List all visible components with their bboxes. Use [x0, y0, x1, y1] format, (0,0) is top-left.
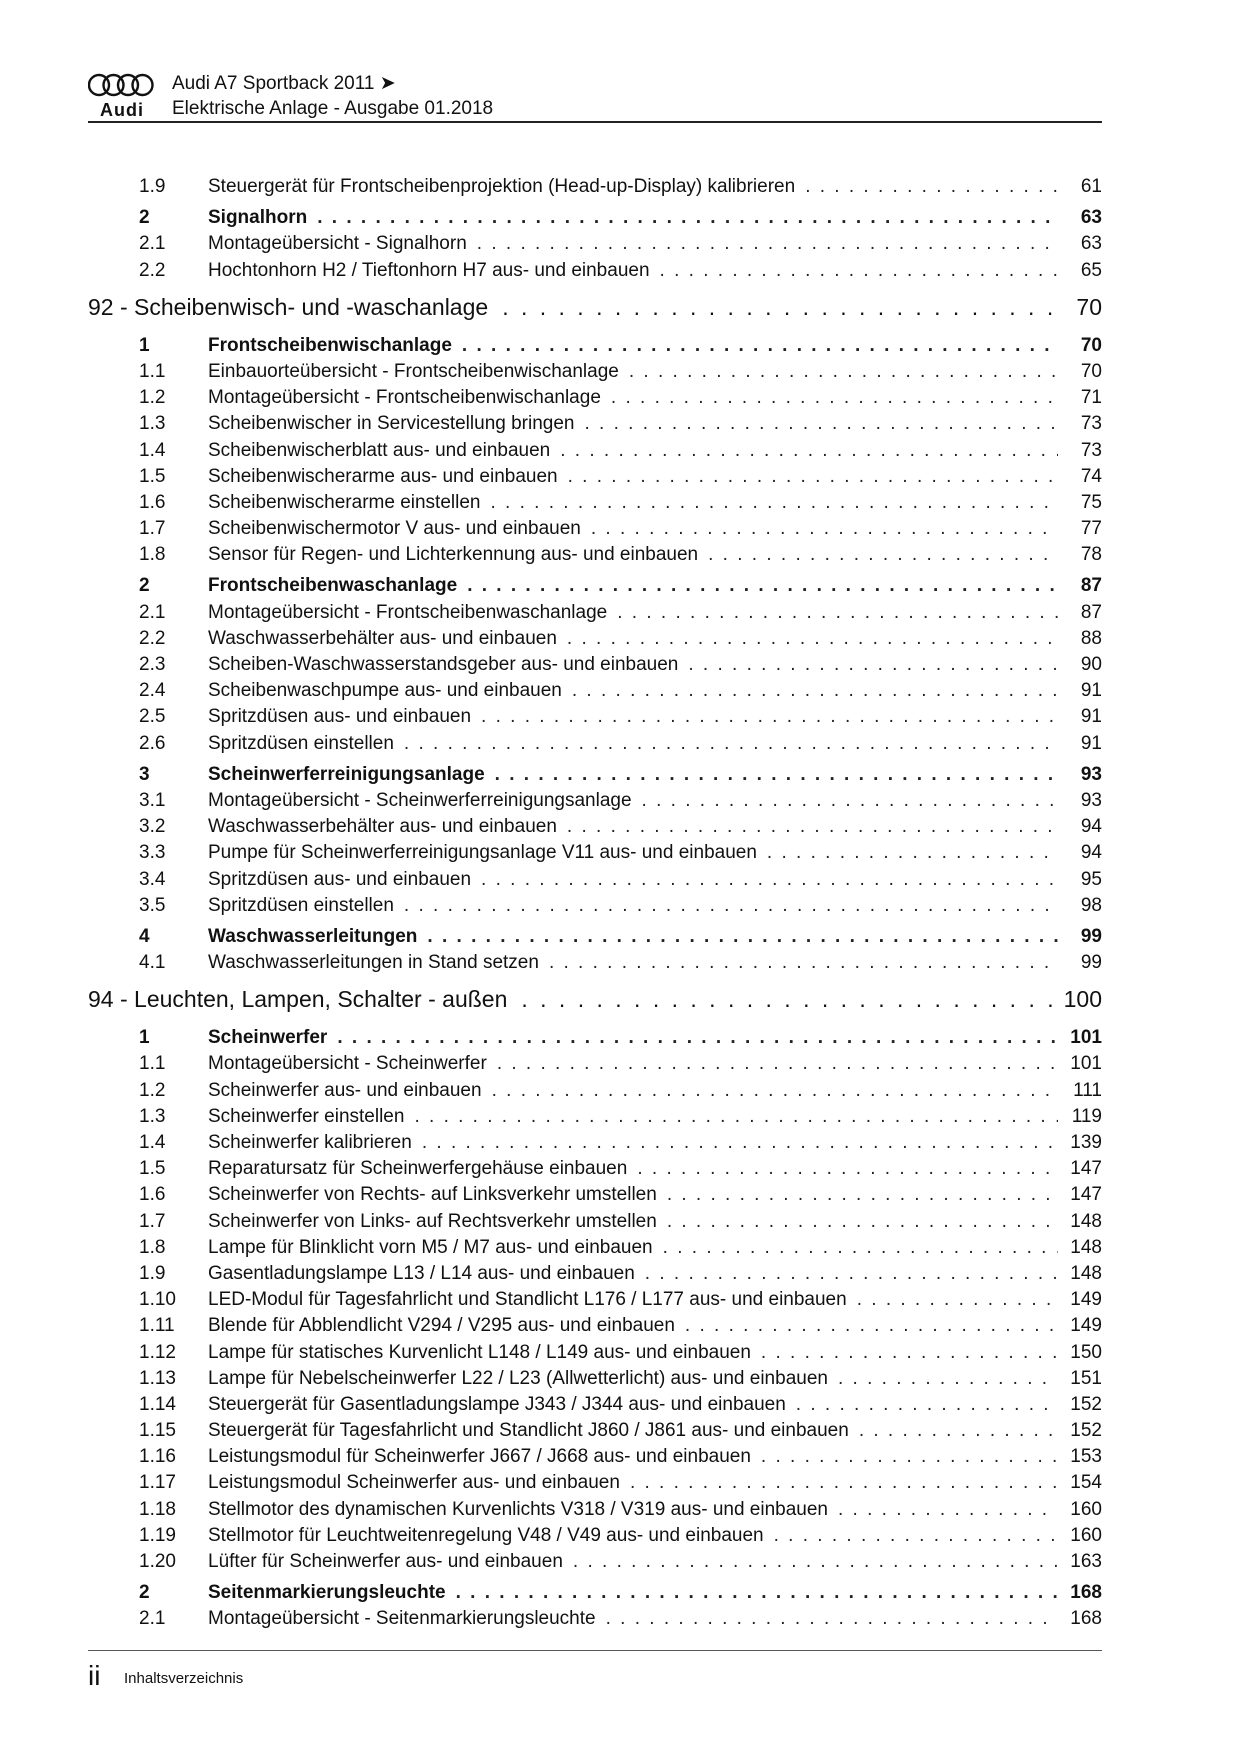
toc-page-number: 95: [1080, 868, 1102, 890]
toc-number: 4: [139, 925, 150, 947]
toc-page-number: 77: [1080, 518, 1102, 540]
toc-section[interactable]: [88, 571, 1102, 597]
toc-title: Lüfter für Scheinwerfer aus- und einbauen: [208, 1551, 563, 1572]
toc-entry[interactable]: [88, 1233, 1102, 1259]
toc-chapter[interactable]: [88, 980, 1102, 1018]
toc-title: Scheiben-Waschwasserstandsgeber aus- und einbauen: [208, 654, 679, 675]
toc-page-number: 151: [1070, 1367, 1102, 1389]
toc-leader-dots: [685, 1315, 1058, 1337]
toc-page-number: 91: [1080, 706, 1102, 728]
toc-number: 2.2: [139, 627, 166, 649]
toc-leader-dots: [761, 1342, 1058, 1364]
toc-entry[interactable]: [88, 812, 1102, 838]
toc-title: Lampe für statisches Kurvenlicht L148 / L149 aus- und einbauen: [208, 1341, 751, 1363]
toc-leader-dots: [337, 1027, 1058, 1049]
toc-page-number: 73: [1080, 413, 1102, 435]
toc-number: 2.4: [139, 680, 166, 702]
toc-leader-dots: [838, 1368, 1058, 1390]
toc-section[interactable]: [88, 331, 1102, 357]
toc-title: Einbauorteübersicht - Frontscheibenwischanlage: [208, 360, 619, 382]
toc-title: Scheinwerfer: [208, 1027, 328, 1049]
toc-section[interactable]: [88, 1578, 1102, 1604]
toc-entry[interactable]: [88, 865, 1102, 891]
toc-number: 2: [139, 1582, 150, 1604]
toc-title: Montageübersicht - Frontscheibenwischanlage: [208, 387, 601, 409]
toc-title: Frontscheibenwischanlage: [208, 334, 452, 356]
toc-title: Sensor für Regen- und Lichterkennung aus- und einbauen: [208, 544, 699, 566]
toc-page-number: 99: [1080, 952, 1102, 974]
toc-title: Stellmotor des dynamischen Kurvenlichts V318 / V319 aus- und einbauen: [208, 1498, 828, 1520]
toc-title: Leistungsmodul Scheinwerfer aus- und einbauen: [208, 1472, 620, 1494]
toc-number: 2.1: [139, 1608, 166, 1630]
toc-title: Scheinwerfer von Rechts- auf Linksverkehr umstellen: [208, 1184, 657, 1206]
toc-number: 1.6: [139, 1184, 166, 1206]
toc-leader-dots: [859, 1420, 1058, 1442]
toc-entry[interactable]: [88, 676, 1102, 702]
toc-leader-dots: [477, 233, 1058, 255]
toc-page-number: 139: [1070, 1132, 1102, 1153]
toc-title: Frontscheibenwaschanlage: [208, 575, 458, 597]
toc-number: 1.3: [139, 413, 166, 435]
toc-number: 1.4: [139, 1132, 166, 1153]
toc-entry[interactable]: [88, 1521, 1102, 1547]
toc-entry[interactable]: [88, 256, 1102, 282]
toc-leader-dots: [573, 1551, 1058, 1573]
toc-page-number: 149: [1070, 1315, 1102, 1337]
toc-page-number: 91: [1080, 732, 1102, 754]
toc-title: Waschwasserbehälter aus- und einbauen: [208, 627, 557, 649]
toc-title: Leistungsmodul für Scheinwerfer J667 / J668 aus- und einbauen: [208, 1446, 751, 1468]
toc-entry[interactable]: [88, 1364, 1102, 1390]
toc-entry[interactable]: [88, 488, 1102, 514]
toc-title: Spritzdüsen einstellen: [208, 732, 394, 754]
toc-entry[interactable]: [88, 1207, 1102, 1233]
toc-title: Montageübersicht - Scheinwerfer: [208, 1053, 487, 1075]
toc-entry[interactable]: [88, 1416, 1102, 1442]
document-subtitle: Elektrische Anlage - Ausgabe 01.2018: [172, 98, 494, 119]
toc-entry[interactable]: [88, 409, 1102, 435]
toc-leader-dots: [761, 1446, 1058, 1468]
toc-page-number: 101: [1070, 1053, 1102, 1075]
toc-number: 1.11: [139, 1315, 175, 1337]
toc-page-number: 153: [1070, 1446, 1102, 1468]
toc-page-number: 98: [1080, 894, 1102, 916]
toc-leader-dots: [502, 294, 1054, 321]
toc-leader-dots: [591, 518, 1058, 540]
toc-entry[interactable]: [88, 383, 1102, 409]
toc-page-number: 88: [1080, 627, 1102, 649]
toc-leader-dots: [663, 1237, 1058, 1259]
toc-leader-dots: [404, 733, 1058, 755]
toc-entry[interactable]: [88, 598, 1102, 624]
toc-page-number: 100: [1063, 986, 1102, 1013]
toc-leader-dots: [642, 790, 1058, 812]
toc-leader-dots: [481, 869, 1058, 891]
toc-leader-dots: [606, 1608, 1058, 1630]
toc-leader-dots: [497, 1053, 1058, 1075]
toc-leader-dots: [767, 842, 1058, 864]
toc-number: 2.2: [139, 259, 166, 281]
toc-title: Scheibenwischerblatt aus- und einbauen: [208, 439, 551, 461]
toc-entry[interactable]: [88, 436, 1102, 462]
toc-number: 1.6: [139, 491, 166, 513]
toc-title: Waschwasserleitungen: [208, 925, 418, 947]
toc-entry[interactable]: [88, 702, 1102, 728]
toc-number: 1.17: [139, 1472, 176, 1494]
toc-number: 1.12: [139, 1341, 176, 1363]
toc-number: 3.5: [139, 894, 166, 916]
toc-page-number: 149: [1070, 1289, 1102, 1311]
toc-leader-dots: [422, 1132, 1058, 1154]
toc-chapter[interactable]: [88, 288, 1102, 326]
toc-entry[interactable]: [88, 624, 1102, 650]
toc-number: 1.2: [139, 1079, 166, 1101]
toc-leader-dots: [637, 1158, 1058, 1180]
toc-title: Waschwasserleitungen in Stand setzen: [208, 952, 539, 974]
toc-number: 1.9: [139, 1262, 166, 1284]
toc-leader-dots: [492, 1080, 1058, 1102]
toc-entry[interactable]: [88, 1468, 1102, 1494]
toc-title: Lampe für Nebelscheinwerfer L22 / L23 (Allwetterlicht) aus- und einbauen: [208, 1367, 828, 1389]
toc-page-number: 87: [1080, 601, 1102, 623]
toc-number: 1.20: [139, 1551, 176, 1572]
toc-page-number: 71: [1080, 387, 1102, 409]
toc-page-number: 90: [1080, 654, 1102, 675]
toc-entry[interactable]: [88, 1128, 1102, 1154]
toc-page-number: 148: [1070, 1262, 1102, 1284]
toc-number: 2.3: [139, 654, 166, 675]
toc-leader-dots: [572, 680, 1058, 702]
toc-page-number: 119: [1071, 1105, 1102, 1127]
toc-page-number: 70: [1080, 334, 1102, 356]
toc-title: Montageübersicht - Seitenmarkierungsleuchte: [208, 1608, 596, 1630]
toc-number: 2: [139, 575, 150, 597]
toc-leader-dots: [796, 1394, 1058, 1416]
toc-leader-dots: [857, 1289, 1058, 1311]
toc-title: Steuergerät für Tagesfahrlicht und Standlicht J860 / J861 aus- und einbauen: [208, 1420, 849, 1442]
page-number: ii: [88, 1660, 101, 1691]
toc-page-number: 99: [1080, 925, 1102, 947]
toc-number: 2: [139, 207, 150, 229]
toc-leader-dots: [427, 926, 1058, 948]
toc-page-number: 147: [1070, 1184, 1102, 1206]
toc-title: Scheinwerferreinigungsanlage: [208, 763, 485, 785]
toc-title: Pumpe für Scheinwerferreinigungsanlage V11 aus- und einbauen: [208, 842, 757, 864]
toc-title: Steuergerät für Gasentladungslampe J343 / J344 aus- und einbauen: [208, 1393, 786, 1415]
toc-number: 2.5: [139, 706, 166, 728]
toc-entry[interactable]: [88, 1049, 1102, 1075]
toc-number: 1.4: [139, 439, 166, 461]
toc-title: Scheibenwaschpumpe aus- und einbauen: [208, 680, 562, 702]
toc-title: Signalhorn: [208, 207, 308, 229]
toc-entry[interactable]: [88, 1390, 1102, 1416]
toc-page-number: 91: [1080, 680, 1102, 702]
toc-number: 1.13: [139, 1367, 176, 1389]
toc-leader-dots: [549, 952, 1058, 974]
toc-entry[interactable]: [88, 1311, 1102, 1337]
toc-leader-dots: [611, 387, 1058, 409]
toc-title: Spritzdüsen einstellen: [208, 894, 394, 916]
toc-entry[interactable]: [88, 891, 1102, 917]
toc-entry[interactable]: [88, 514, 1102, 540]
toc-number: 1.8: [139, 1236, 166, 1258]
toc-entry[interactable]: [88, 948, 1102, 974]
toc-page-number: 73: [1080, 439, 1102, 461]
toc-page-number: 150: [1070, 1341, 1102, 1363]
toc-page-number: 63: [1080, 207, 1102, 229]
toc-title: Montageübersicht - Signalhorn: [208, 233, 467, 255]
toc-entry[interactable]: [88, 229, 1102, 255]
toc-leader-dots: [521, 986, 1054, 1013]
toc-entry[interactable]: [88, 1285, 1102, 1311]
toc-leader-dots: [629, 361, 1058, 383]
toc-section[interactable]: [88, 203, 1102, 229]
toc-number: 1.1: [139, 1053, 166, 1075]
toc-entry[interactable]: [88, 786, 1102, 812]
toc-page-number: 61: [1080, 176, 1102, 197]
toc-number: 3.3: [139, 842, 166, 864]
toc-entry[interactable]: [88, 1547, 1102, 1573]
toc-title: Seitenmarkierungsleuchte: [208, 1582, 446, 1604]
toc-page-number: 168: [1070, 1582, 1102, 1604]
toc-leader-dots: [560, 440, 1058, 462]
toc-page-number: 78: [1080, 544, 1102, 566]
toc-leader-dots: [567, 628, 1058, 650]
toc-entry[interactable]: [88, 1102, 1102, 1128]
toc-page-number: 101: [1070, 1027, 1102, 1049]
toc-title: Blende für Abblendlicht V294 / V295 aus- und einbauen: [208, 1315, 675, 1337]
toc-page-number: 74: [1080, 465, 1102, 487]
toc-leader-dots: [414, 1106, 1058, 1128]
toc-leader-dots: [467, 575, 1058, 597]
toc-leader-dots: [838, 1499, 1058, 1521]
toc-entry[interactable]: [88, 1076, 1102, 1102]
toc-number: 4.1: [139, 952, 166, 974]
toc-leader-dots: [404, 895, 1058, 917]
toc-number: 1.5: [139, 1158, 166, 1180]
toc-page-number: 70: [1076, 293, 1102, 320]
toc-title: Gasentladungslampe L13 / L14 aus- und einbauen: [208, 1262, 635, 1284]
toc-number: 1.16: [139, 1446, 176, 1468]
toc-page-number: 93: [1080, 763, 1102, 785]
toc-section[interactable]: [88, 922, 1102, 948]
toc-leader-dots: [481, 706, 1058, 728]
footer-label: Inhaltsverzeichnis: [124, 1670, 244, 1687]
toc-number: 1: [139, 334, 150, 356]
toc-leader-dots: [630, 1472, 1058, 1494]
toc-title: Scheinwerfer kalibrieren: [208, 1132, 412, 1153]
toc-leader-dots: [708, 544, 1058, 566]
toc-number: 1.8: [139, 544, 166, 566]
toc-title: Scheibenwischerarme aus- und einbauen: [208, 465, 558, 487]
toc-section[interactable]: [88, 760, 1102, 786]
toc-section[interactable]: [88, 1023, 1102, 1049]
toc-page-number: 147: [1070, 1158, 1102, 1180]
toc-page-number: 93: [1080, 789, 1102, 811]
toc-page-number: 160: [1070, 1524, 1102, 1546]
toc-page-number: 154: [1070, 1472, 1102, 1494]
toc-leader-dots: [456, 1582, 1058, 1604]
toc-number: 3.2: [139, 816, 166, 838]
footer-rule: [88, 1650, 1102, 1651]
toc-leader-dots: [688, 654, 1058, 676]
toc-entry[interactable]: [88, 1154, 1102, 1180]
toc-number: 1.10: [139, 1289, 176, 1311]
toc-entry[interactable]: [88, 838, 1102, 864]
toc-entry[interactable]: [88, 650, 1102, 676]
toc-number: 1.9: [139, 176, 166, 197]
toc-title: Scheibenwischerarme einstellen: [208, 491, 481, 513]
toc-page-number: 168: [1070, 1608, 1102, 1630]
toc-page-number: 148: [1070, 1236, 1102, 1258]
toc-entry[interactable]: [88, 540, 1102, 566]
toc-leader-dots: [490, 492, 1058, 514]
toc-page-number: 152: [1070, 1393, 1102, 1415]
toc-entry[interactable]: [88, 357, 1102, 383]
toc-title: Scheibenwischermotor V aus- und einbauen: [208, 518, 581, 540]
toc-number: 3.1: [139, 789, 166, 811]
toc-entry[interactable]: [88, 1604, 1102, 1630]
toc-leader-dots: [774, 1525, 1058, 1547]
audi-logo: [88, 70, 154, 118]
toc-page-number: 148: [1070, 1210, 1102, 1232]
toc-leader-dots: [567, 816, 1058, 838]
audi-rings-icon: [88, 72, 154, 98]
toc-number: 1.7: [139, 1210, 166, 1232]
toc-number: 2.1: [139, 601, 166, 623]
toc-page-number: 160: [1070, 1498, 1102, 1520]
toc-entry[interactable]: [88, 1495, 1102, 1521]
toc-page-number: 65: [1080, 259, 1102, 281]
toc-number: 1.14: [139, 1393, 176, 1415]
toc-entry[interactable]: [88, 729, 1102, 755]
toc-number: 1.15: [139, 1420, 176, 1442]
toc-title: Scheibenwischer in Servicestellung bringen: [208, 413, 575, 435]
toc-leader-dots: [667, 1184, 1058, 1206]
toc-leader-dots: [805, 176, 1058, 198]
toc-number: 3.4: [139, 868, 166, 890]
toc-number: 2.6: [139, 732, 166, 754]
toc-title: Hochtonhorn H2 / Tieftonhorn H7 aus- und einbauen: [208, 259, 650, 281]
toc-entry[interactable]: [88, 462, 1102, 488]
toc-leader-dots: [584, 413, 1058, 435]
toc-number: 1.7: [139, 518, 166, 540]
toc-title: Waschwasserbehälter aus- und einbauen: [208, 816, 557, 838]
toc-leader-dots: [660, 260, 1058, 282]
toc-number: 1.18: [139, 1498, 176, 1520]
toc-title: Scheinwerfer aus- und einbauen: [208, 1079, 482, 1101]
toc-entry[interactable]: [88, 1338, 1102, 1364]
toc-number: 3: [139, 763, 150, 785]
toc-leader-dots: [667, 1211, 1058, 1233]
page-header: [88, 70, 1102, 124]
document-title: Audi A7 Sportback 2011 ➤: [172, 73, 396, 94]
toc-title: Stellmotor für Leuchtweitenregelung V48 / V49 aus- und einbauen: [208, 1524, 764, 1546]
toc-number: 1.2: [139, 387, 166, 409]
toc-title: Scheinwerfer einstellen: [208, 1105, 405, 1127]
toc-leader-dots: [645, 1263, 1058, 1285]
toc-leader-dots: [568, 466, 1058, 488]
toc-title: Lampe für Blinklicht vorn M5 / M7 aus- und einbauen: [208, 1236, 653, 1258]
toc-leader-dots: [317, 207, 1058, 229]
toc-leader-dots: [462, 335, 1058, 357]
toc-title: Reparatursatz für Scheinwerfergehäuse einbauen: [208, 1158, 628, 1180]
toc-page-number: 87: [1080, 575, 1102, 597]
toc-entry[interactable]: [88, 1180, 1102, 1206]
toc-number: 2.1: [139, 233, 166, 255]
toc-title: Montageübersicht - Frontscheibenwaschanlage: [208, 601, 608, 623]
toc-page-number: 75: [1080, 491, 1102, 513]
toc-page-number: 94: [1080, 842, 1102, 864]
toc-page-number: 111: [1073, 1079, 1102, 1101]
toc-number: 1.1: [139, 360, 166, 382]
toc-number: 1.5: [139, 465, 166, 487]
toc-leader-dots: [617, 602, 1058, 624]
toc-leader-dots: [495, 764, 1058, 786]
toc-entry[interactable]: [88, 172, 1102, 198]
toc-page-number: 63: [1080, 233, 1102, 255]
toc-number: 1: [139, 1027, 150, 1049]
toc-title: Montageübersicht - Scheinwerferreinigungsanlage: [208, 789, 632, 811]
toc-page-number: 152: [1070, 1420, 1102, 1442]
toc-entry[interactable]: [88, 1259, 1102, 1285]
toc-chapter-title: 94 - Leuchten, Lampen, Schalter - außen: [88, 986, 508, 1013]
toc-page-number: 94: [1080, 816, 1102, 838]
toc-title: Spritzdüsen aus- und einbauen: [208, 868, 472, 890]
header-rule: [88, 121, 1102, 123]
toc-title: Scheinwerfer von Links- auf Rechtsverkehr umstellen: [208, 1210, 657, 1232]
table-of-contents: [88, 172, 1102, 1631]
toc-title: Steuergerät für Frontscheibenprojektion (Head-up-Display) kalibrieren: [208, 176, 796, 197]
toc-page-number: 70: [1080, 360, 1102, 382]
toc-number: 1.3: [139, 1105, 166, 1127]
toc-number: 1.19: [139, 1524, 176, 1546]
toc-title: LED-Modul für Tagesfahrlicht und Standlicht L176 / L177 aus- und einbauen: [208, 1289, 847, 1311]
toc-entry[interactable]: [88, 1442, 1102, 1468]
toc-title: Spritzdüsen aus- und einbauen: [208, 706, 472, 728]
audi-wordmark: Audi: [100, 100, 144, 120]
toc-chapter-title: 92 - Scheibenwisch- und -waschanlage: [88, 293, 489, 320]
toc-page-number: 163: [1070, 1551, 1102, 1572]
